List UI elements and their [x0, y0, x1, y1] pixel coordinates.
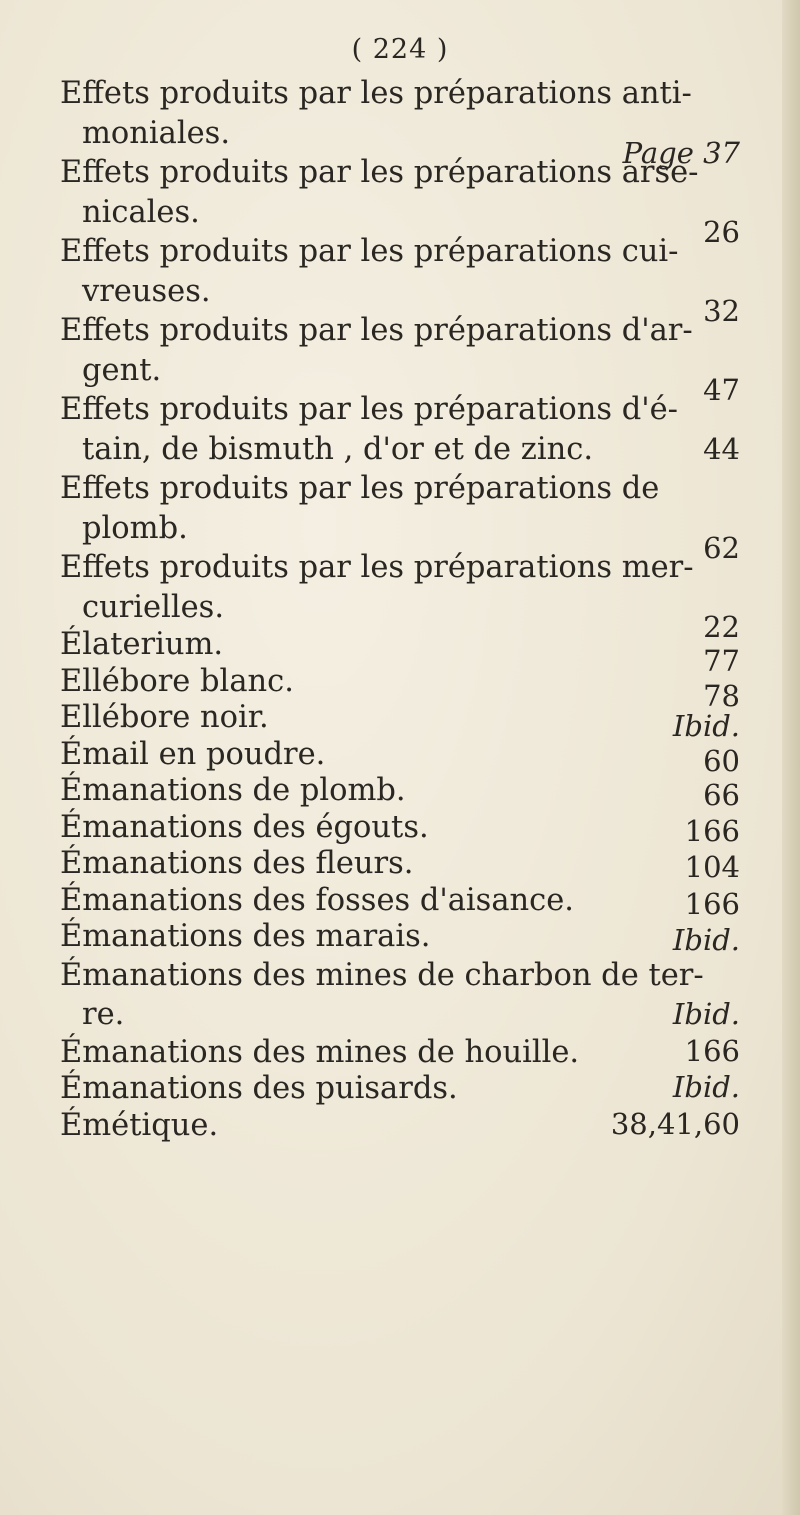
entry-text-continued: gent.: [82, 352, 162, 388]
page-reference: 26: [703, 214, 740, 249]
entry-text-continued: nicales.: [82, 194, 200, 230]
entry-text: Émanations des mines de houille.: [60, 1034, 580, 1070]
page-reference: Ibid.: [672, 709, 740, 743]
index-entry: [60, 627, 740, 678]
page-reference: 78: [703, 678, 740, 713]
index-entry: [60, 548, 740, 644]
index-entry: [60, 74, 740, 170]
index-entry: [60, 810, 740, 847]
page-reference: Ibid.: [672, 997, 740, 1031]
index-entry: [60, 469, 740, 565]
page-reference: 62: [703, 530, 740, 565]
page-reference: 22: [703, 609, 740, 644]
page-reference: 166: [684, 813, 740, 848]
page-reference: 66: [703, 778, 740, 812]
page-reference: 47: [703, 372, 740, 407]
page-number: ( 224 ): [351, 34, 449, 65]
page-reference: Ibid.: [672, 923, 740, 957]
entry-text: Émanations de plomb.: [60, 773, 406, 808]
entry-text: Ellébore blanc.: [60, 663, 294, 699]
entry-text-continued: plomb.: [82, 510, 188, 546]
page-reference: 44: [703, 431, 740, 466]
entry-text: Effets produits par les préparations d'ar-: [60, 313, 693, 348]
entry-text-continued: moniales.: [82, 115, 231, 151]
index-entry: [60, 773, 740, 810]
index-entry: [60, 1035, 740, 1072]
page-reference: 32: [703, 293, 740, 328]
index-entry: [60, 700, 740, 743]
index-entry: [60, 1071, 740, 1108]
page-reference: Ibid.: [672, 1070, 740, 1104]
entry-text: Émétique.: [60, 1107, 219, 1143]
index-entry: [60, 736, 740, 778]
index-entry: [60, 846, 740, 883]
page-reference: Page 37: [622, 135, 740, 170]
entry-text: Émanations des puisards.: [60, 1071, 458, 1106]
entry-text: Émanations des mines de charbon de ter-: [60, 957, 704, 993]
entry-text-continued: tain, de bismuth , d'or et de zinc.: [82, 431, 594, 467]
entry-text: Émail en poudre.: [60, 736, 326, 772]
page-reference: 104: [684, 850, 740, 884]
page-reference: 166: [684, 1033, 740, 1068]
entry-text: Effets produits par les préparations de: [60, 471, 660, 506]
page-reference: 77: [703, 644, 740, 678]
entry-text: Effets produits par les préparations cui-: [60, 234, 679, 269]
index-entry: [60, 232, 740, 328]
page-reference: 60: [703, 743, 740, 778]
index-entry: [60, 956, 740, 1035]
entry-text: Ellébore noir.: [60, 700, 269, 735]
entry-text: Effets produits par les préparations d'é-: [60, 392, 678, 427]
entry-text: Émanations des marais.: [60, 919, 431, 954]
page-reference: 166: [684, 886, 740, 921]
entry-text: Émanations des égouts.: [60, 809, 429, 845]
page-edge: [782, 0, 800, 1515]
index-entry: [60, 311, 740, 407]
index-entry: [60, 919, 740, 956]
page-reference: 38,41,60: [610, 1106, 740, 1141]
entry-text: Effets produits par les préparations arse-: [60, 155, 699, 190]
entry-text: Effets produits par les préparations mer-: [60, 550, 694, 585]
entry-text-continued: curielles.: [82, 589, 225, 625]
entry-text: Émanations des fosses d'aisance.: [60, 882, 574, 918]
index-entry: [60, 663, 740, 713]
entry-text: Élaterium.: [60, 627, 224, 662]
index-entry: [60, 153, 740, 249]
index-entry: [60, 1108, 740, 1145]
index-list: [60, 74, 740, 1144]
entry-text: Émanations des fleurs.: [60, 846, 414, 881]
entry-text-continued: re.: [82, 997, 125, 1032]
index-entry: [60, 390, 740, 469]
index-entry: [60, 883, 740, 920]
entry-text: Effets produits par les préparations anti-: [60, 76, 692, 111]
entry-text-continued: vreuses.: [82, 273, 211, 309]
